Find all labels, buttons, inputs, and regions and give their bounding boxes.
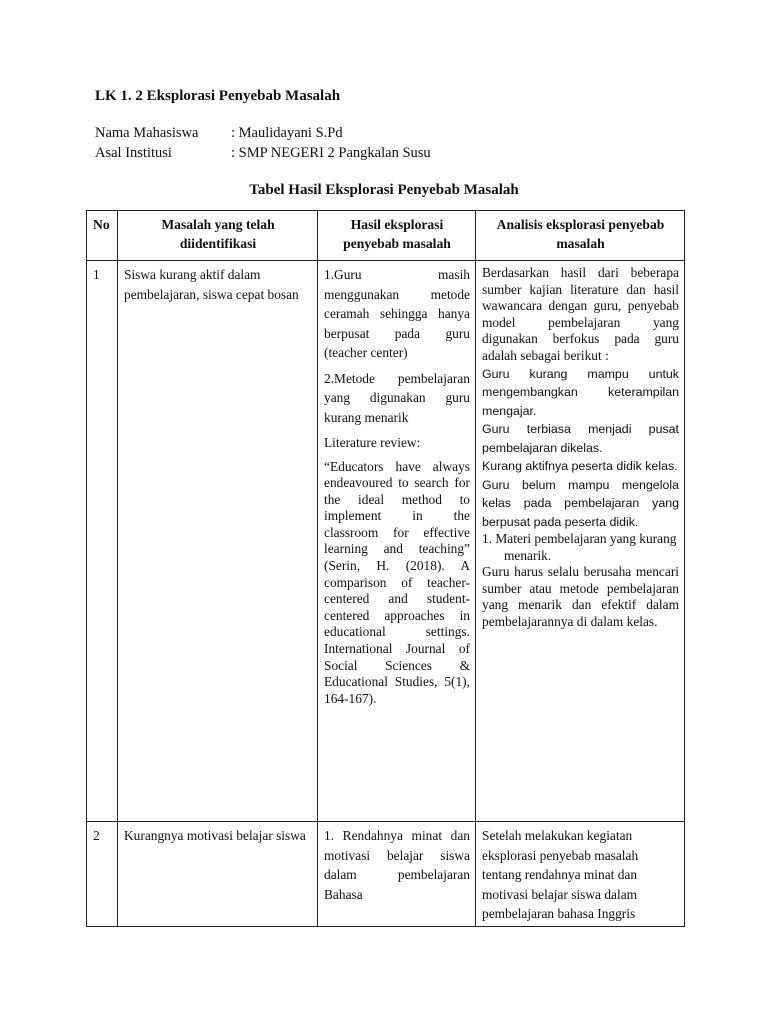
table-title: Tabel Hasil Eksplorasi Penyebab Masalah — [249, 182, 519, 198]
document-title: LK 1. 2 Eksplorasi Penyebab Masalah — [95, 88, 341, 104]
analysis-intro: Berdasarkan hasil dari beberapa sumber kajian literature dan hasil wawancara dengan guru, penyebab model pembelajaran yang digunakan berfokus pada guru adalah sebagai berikut : — [482, 265, 679, 363]
column-header-no: No — [87, 211, 118, 261]
problem-cell: Siswa kurang aktif dalam pembelajaran, siswa cepat bosan — [118, 261, 318, 822]
analysis-item: Kurang aktifnya peserta didik kelas. — [482, 459, 678, 474]
exploration-cell — [318, 822, 476, 927]
institution-row — [95, 145, 431, 162]
exploration-cell — [318, 261, 476, 822]
name-label: Nama Mahasiswa — [95, 125, 199, 141]
name-value: : Maulidayani S.Pd — [231, 125, 343, 141]
literature-quote: “Educators have always endeavoured to search for the ideal method to implement in the classroom for effective learning and teaching” (Serin, H. (2018). A comparison of teacher-centered and student-centered approaches in educational settings. International Journal of Social Sciences & Educational Studies, 5(1), 164-167). — [324, 458, 470, 706]
row-number: 1 — [87, 261, 118, 822]
name-row — [95, 125, 343, 142]
analysis-closing: Guru harus selalu berusaha mencari sumber atau metode pembelajaran yang menarik dan efektif dalam pembelajarannya di dalam kelas. — [482, 564, 679, 630]
column-header-analysis: Analisis eksplorasi penyebab masalah — [476, 211, 685, 261]
analysis-cell — [476, 822, 685, 927]
column-header-exploration: Hasil eksplorasi penyebab masalah — [318, 211, 476, 261]
analysis-item: Guru belum mampu mengelola kelas pada pembelajaran yang berpusat pada peserta didik. — [482, 477, 679, 529]
column-header-problem: Masalah yang telah diidentifikasi — [118, 211, 318, 261]
row-number: 2 — [87, 822, 118, 927]
problem-cell: Kurangnya motivasi belajar siswa — [118, 822, 318, 927]
table-row — [87, 261, 685, 822]
analysis-intro: Setelah melakukan kegiatan eksplorasi penyebab masalah tentang rendahnya minat dan motivasi belajar siswa dalam pembelajaran bahasa Inggris — [482, 828, 639, 921]
analysis-item: Guru terbiasa menjadi pusat pembelajaran dikelas. — [482, 422, 679, 455]
analysis-cell — [476, 261, 685, 822]
institution-label: Asal Institusi — [95, 145, 172, 161]
analysis-item: Guru kurang mampu untuk mengembangkan keterampilan mengajar. — [482, 366, 679, 418]
literature-review-label: Literature review: — [324, 435, 421, 450]
exploration-table — [86, 210, 685, 927]
exploration-point: 1.Guru masih menggunakan metode ceramah sehingga hanya berpusat pada guru (teacher center) — [324, 267, 470, 360]
institution-value: : SMP NEGERI 2 Pangkalan Susu — [231, 145, 431, 161]
table-row — [87, 822, 685, 927]
analysis-item: 1. Materi pembelajaran yang kurang menarik. — [482, 531, 677, 563]
exploration-point: 1. Rendahnya minat dan motivasi belajar siswa dalam pembelajaran Bahasa — [324, 828, 470, 902]
table-header-row — [87, 211, 685, 261]
exploration-point: 2.Metode pembelajaran yang digunakan guru kurang menarik — [324, 370, 470, 425]
